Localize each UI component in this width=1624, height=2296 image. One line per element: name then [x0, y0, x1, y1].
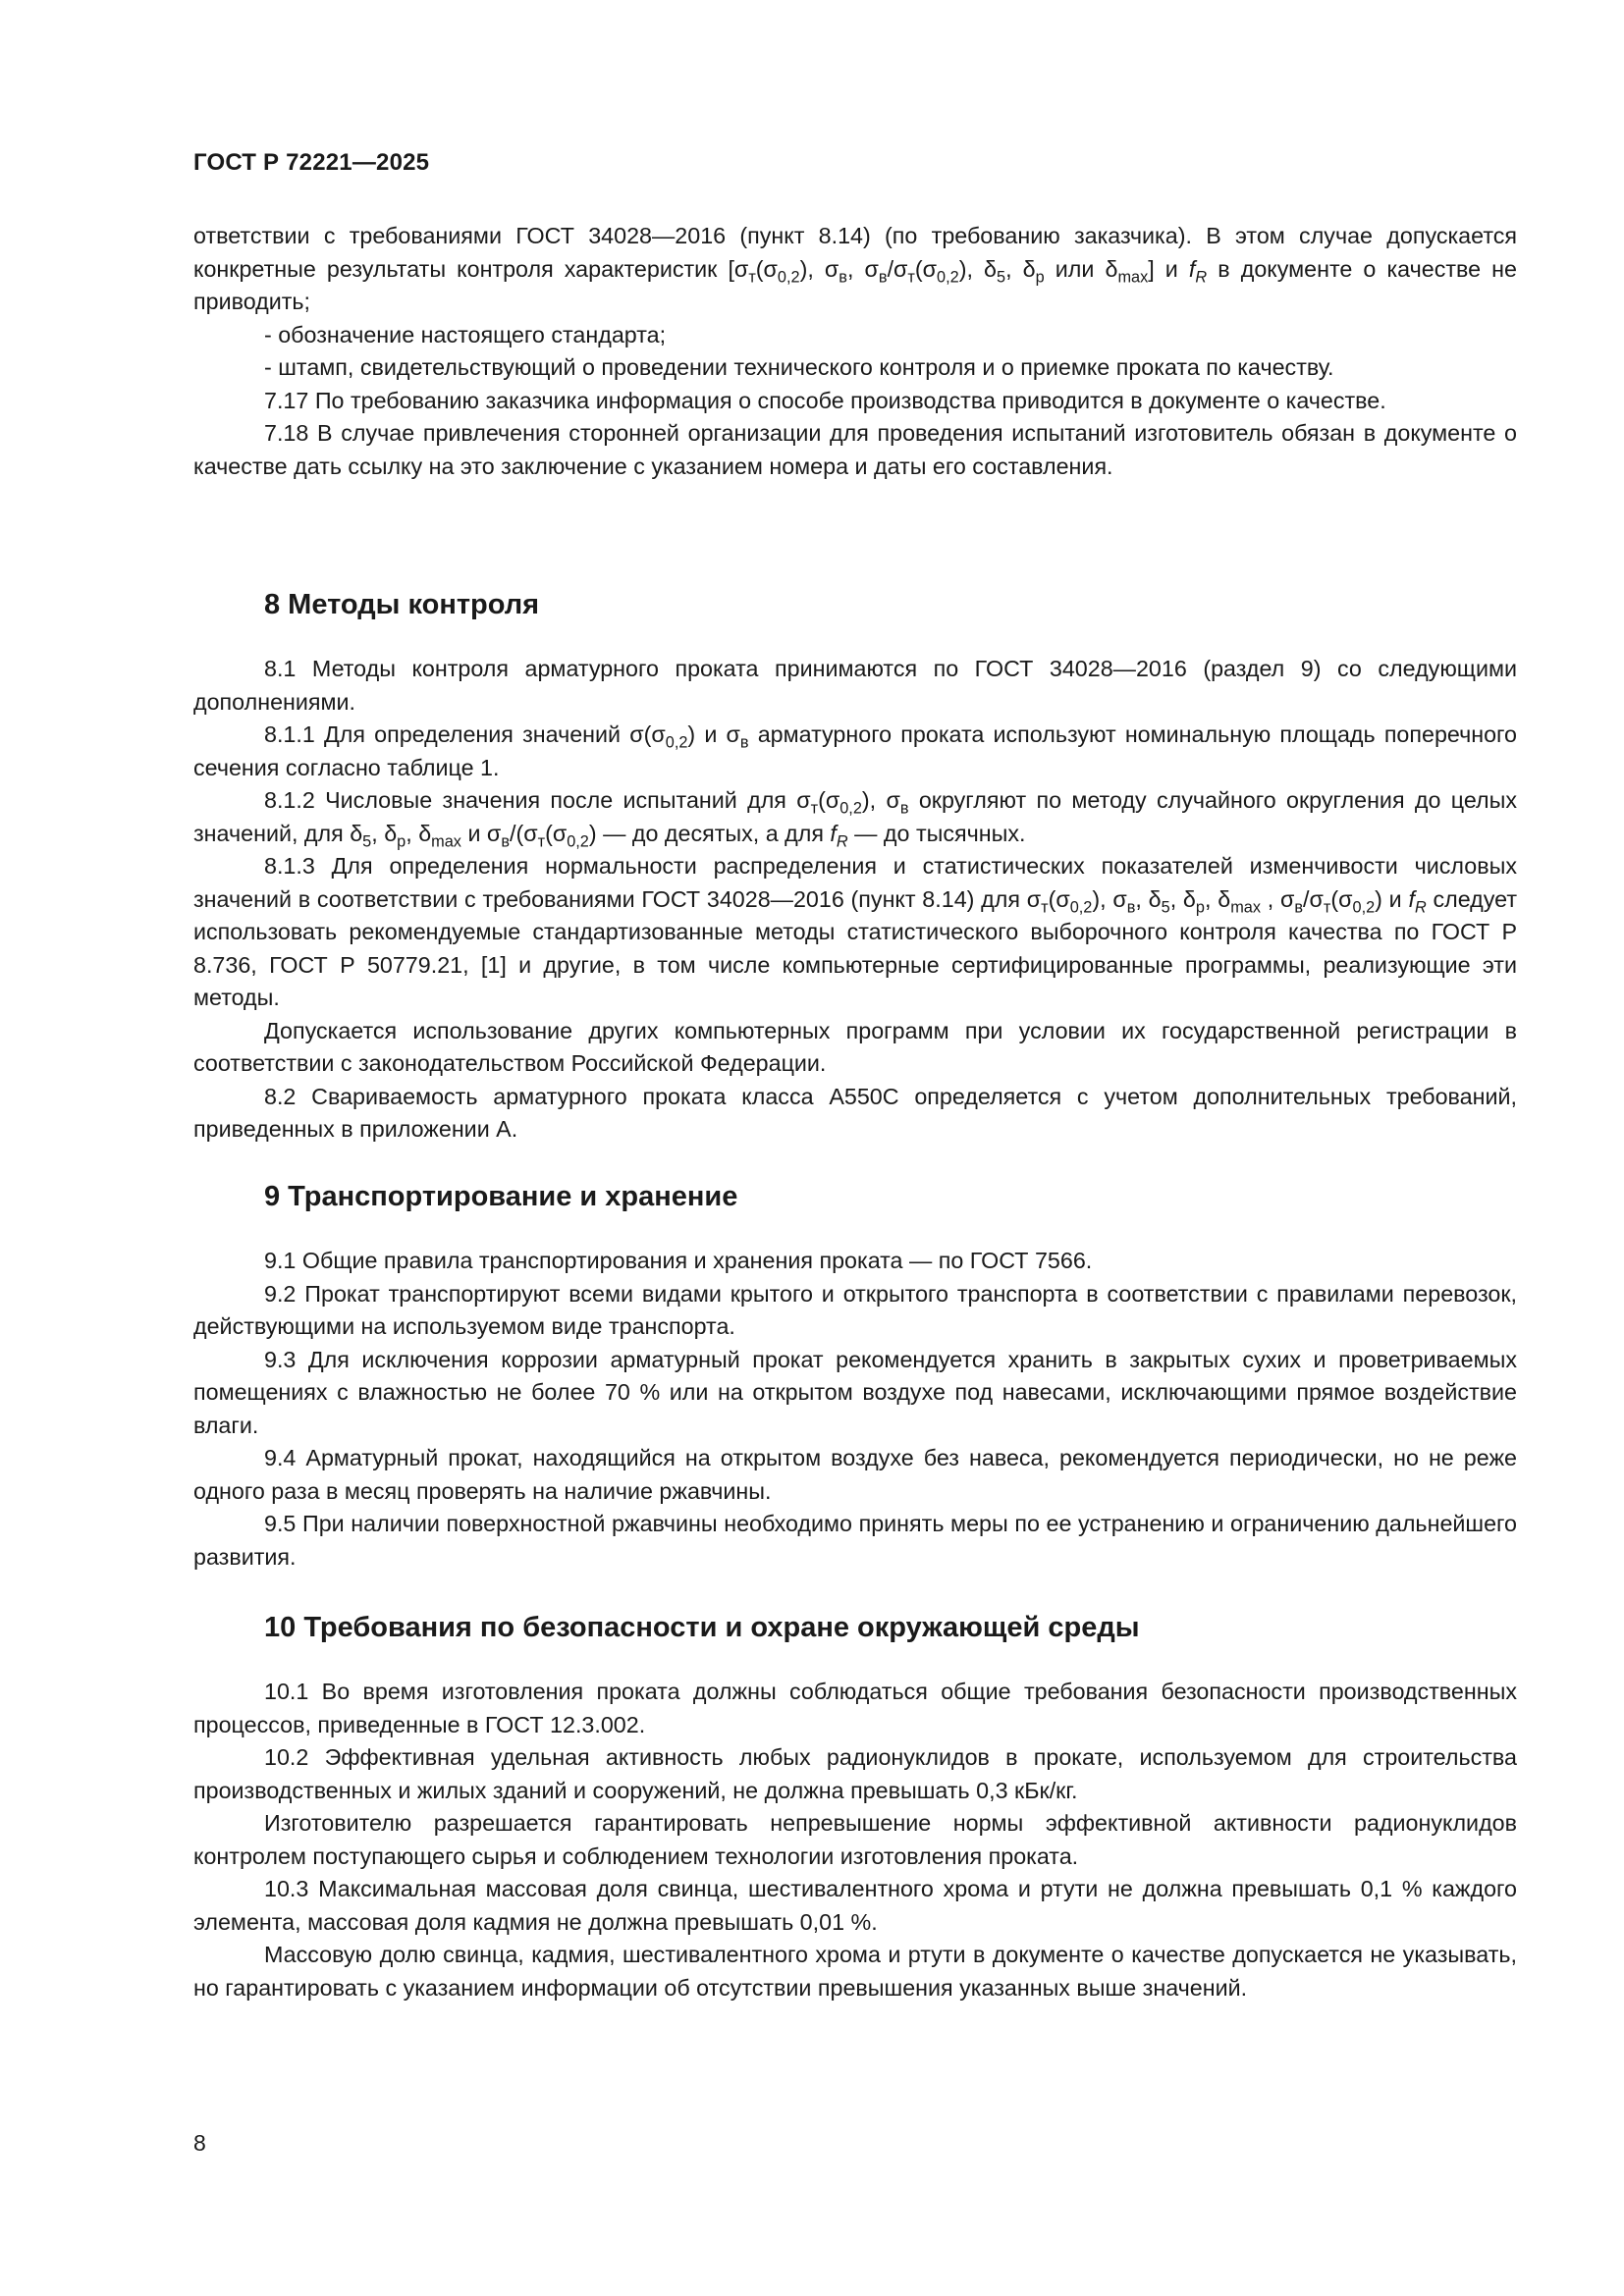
page-number: 8	[193, 2130, 206, 2156]
paragraph-10-2-note: Изготовителю разрешается гарантировать непревышение нормы эффективной активности радионуклидов контролем поступающего сырья и соблюдением технологии изготовления проката.	[193, 1810, 1517, 1869]
text-run: , σ	[869, 787, 900, 813]
document-code-header: ГОСТ Р 72221—2025	[193, 149, 430, 176]
text-run: округляют по методу случайного округления до целых значений, для δ	[193, 787, 1517, 846]
list-item-standard-designation: - обозначение настоящего стандарта;	[264, 321, 667, 347]
text-run: ответствии с требованиями ГОСТ 34028—2016 (пункт 8.14) (по требованию заказчика). В этом случае допускается конкретные результаты контроля характеристик [σ	[193, 223, 1517, 282]
section10-body	[193, 1676, 1517, 2004]
section-8-heading: 8 Методы контроля	[264, 589, 540, 620]
section9-body	[193, 1245, 1517, 1574]
list-item-stamp: - штамп, свидетельствующий о проведении технического контроля и о приемке проката по качеству.	[264, 354, 1334, 380]
paragraph-9-5: 9.5 При наличии поверхностной ржавчины необходимо принять меры по ее устранению и ограничению дальнейшего развития.	[193, 1511, 1517, 1570]
paragraph-10-3-note: Массовую долю свинца, кадмия, шестивалентного хрома и ртути в документе о качестве допускается не указывать, но гарантировать с указанием информации об отсутствии превышения указанных выше значений.	[193, 1942, 1517, 2001]
paragraph-8-1-3-note: Допускается использование других компьютерных программ при условии их государственной регистрации в соответствии с законодательством Российской Федерации.	[193, 1017, 1517, 1076]
text-run: следует использовать рекомендуемые стандартизованные методы статистического выборочного контроля качества по ГОСТ Р 8.736, ГОСТ Р 50779.21, [1] и другие, в том числе компьютерные сертифицированные программы, реализующие эти методы.	[193, 885, 1517, 1010]
text-run: в документе о качестве не приводить;	[193, 255, 1517, 314]
section7-continuation	[193, 220, 1517, 483]
section8-body	[193, 653, 1517, 1147]
text-run: — до десятых, а для	[596, 820, 831, 846]
text-run: 8.1.3 Для определения нормальности распределения и статистических показателей изменчивости числовых значений в соответствии с требованиями ГОСТ 34028—2016 (пункт 8.14) для σ	[193, 853, 1517, 912]
paragraph-10-1: 10.1 Во время изготовления проката должны соблюдаться общие требования безопасности производственных процессов, приведенные в ГОСТ 12.3.002.	[193, 1679, 1517, 1737]
paragraph-8-1-2: 8.1.2 Числовые значения после испытаний для $\sigma_т(\sigma_{0,2})$, $\sigma_в$ округляют по методу случайного округления до целых значений, для $\delta_5$, $\delta_p$, $\delta_{max}$ и $\sigma_в/(\sigma_т(\sigma_{0,2})$ — до десятых, а для $f_R$ — до тысячных.	[193, 787, 1517, 851]
text-run: ) и σ	[687, 721, 740, 747]
paragraph-7-16-continuation: ответствии с требованиями ГОСТ 34028—2016 (пункт 8.14) (по требованию заказчика). В этом случае допускается конкретные результаты контроля характеристик [$\sigma_т(\sigma_{0,2})$, $\sigma_в$, $\sigma_в/\sigma_т(\sigma_{0,2})$, $\delta_5$, $\delta_p$ или $\delta_{max}$] и $f_R$ в документе о качестве не приводить;	[193, 223, 1517, 314]
text-run: арматурного проката используют номинальную площадь поперечного сечения согласно таблице 1.	[193, 721, 1518, 780]
text-run: — до тысячных.	[847, 820, 1026, 846]
paragraph-8-1: 8.1 Методы контроля арматурного проката принимаются по ГОСТ 34028—2016 (раздел 9) со следующими дополнениями.	[193, 656, 1517, 715]
section-9-heading: 9 Транспортирование и хранение	[264, 1181, 738, 1212]
paragraph-10-3: 10.3 Максимальная массовая доля свинца, шестивалентного хрома и ртути не должна превышать 0,1 % каждого элемента, массовая доля кадмия не должна превышать 0,01 %.	[193, 1876, 1517, 1935]
paragraph-8-1-1: 8.1.1 Для определения значений $\sigma(\sigma_{0,2})$ и $\sigma_в$ арматурного проката используют номинальную площадь поперечного сечения согласно таблице 1.	[193, 721, 1518, 780]
section-10-heading: 10 Требования по безопасности и охране окружающей среды	[264, 1612, 1140, 1643]
paragraph-7-18: 7.18 В случае привлечения сторонней организации для проведения испытаний изготовитель обязан в документе о качестве дать ссылку на это заключение с указанием номера и даты его составления.	[193, 420, 1517, 479]
text-run: 8.1.2 Числовые значения после испытаний для σ	[264, 787, 811, 813]
paragraph-10-2: 10.2 Эффективная удельная активность любых радионуклидов в прокате, используемом для строительства производственных и жилых зданий и сооружений, не должна превышать 0,3 кБк/кг.	[193, 1744, 1517, 1803]
paragraph-7-17: 7.17 По требованию заказчика информация о способе производства приводится в документе о качестве.	[264, 387, 1386, 413]
paragraph-9-1: 9.1 Общие правила транспортирования и хранения проката — по ГОСТ 7566.	[264, 1248, 1093, 1273]
paragraph-8-2: 8.2 Свариваемость арматурного проката класса А550С определяется с учетом дополнительных требований, приведенных в приложении А.	[193, 1083, 1517, 1142]
paragraph-9-3: 9.3 Для исключения коррозии арматурный прокат рекомендуется хранить в закрытых сухих и проветриваемых помещениях с влажностью не более 70 % или на открытом воздухе под навесами, исключающими прямое воздействие влаги.	[193, 1346, 1517, 1438]
paragraph-9-4: 9.4 Арматурный прокат, находящийся на открытом воздухе без навеса, рекомендуется периодически, но не реже одного раза в месяц проверять на наличие ржавчины.	[193, 1445, 1517, 1504]
text-run: 8.1.1 Для определения значений σ(σ	[264, 721, 666, 747]
paragraph-9-2: 9.2 Прокат транспортируют всеми видами крытого и открытого транспорта в соответствии с правилами перевозок, действующими на используемом виде транспорта.	[193, 1280, 1517, 1339]
paragraph-8-1-3: 8.1.3 Для определения нормальности распределения и статистических показателей изменчивости числовых значений в соответствии с требованиями ГОСТ 34028—2016 (пункт 8.14) для $\sigma_т(\sigma_{0,2})$, $\sigma_в$, $\delta_5$, $\delta_p$, $\delta_{max}$ , $\sigma_в/\sigma_т(\sigma_{0,2})$ и $f_R$ следует использовать рекомендуемые стандартизованные методы статистического выборочного контроля качества по ГОСТ Р 8.736, ГОСТ Р 50779.21, [1] и другие, в том числе компьютерные сертифицированные программы, реализующие эти методы.	[193, 853, 1517, 1010]
